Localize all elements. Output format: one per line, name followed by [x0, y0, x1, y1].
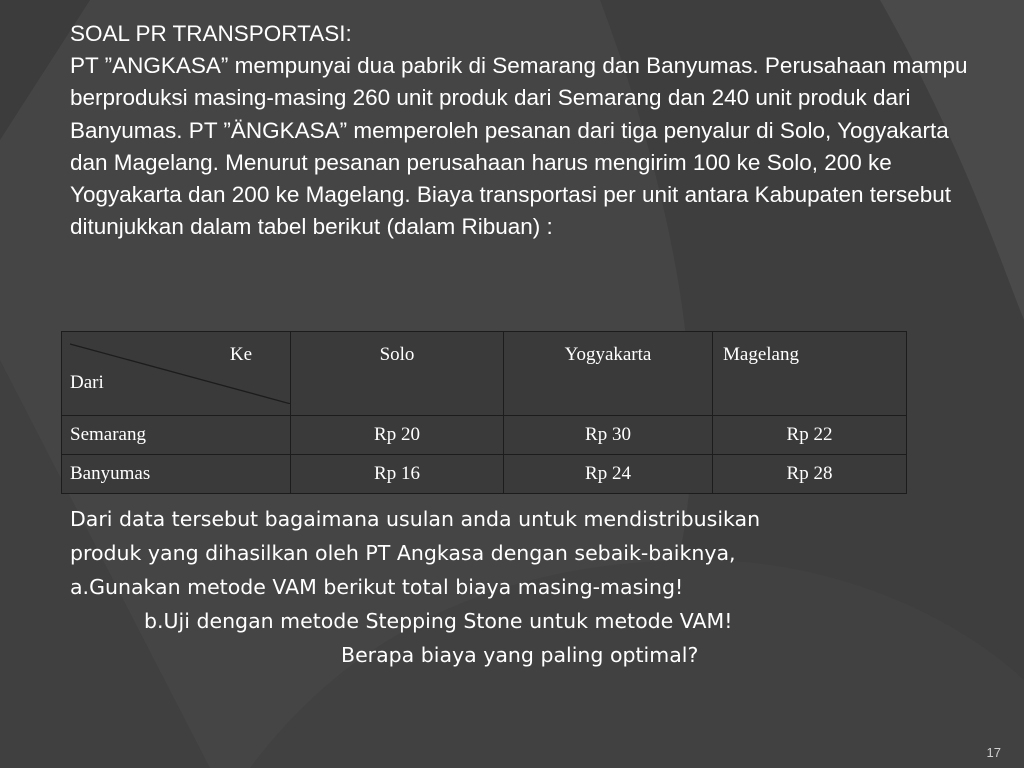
cost-cell: Rp 30: [504, 416, 713, 455]
column-header-yogyakarta: Yogyakarta: [504, 332, 713, 416]
column-header-magelang: Magelang: [713, 332, 907, 416]
table-row: [62, 416, 907, 455]
table-row: [62, 455, 907, 494]
cost-cell: Rp 28: [713, 455, 907, 494]
question-item-a: a.Gunakan metode VAM berikut total biaya masing-masing!: [70, 575, 684, 599]
question-line: produk yang dihasilkan oleh PT Angkasa dengan sebaik-baiknya,: [70, 541, 736, 565]
column-header-solo: Solo: [291, 332, 504, 416]
question-block: [70, 502, 760, 672]
transport-cost-table: [61, 331, 907, 494]
question-optimal: Berapa biaya yang paling optimal?: [341, 643, 699, 667]
cost-cell: Rp 22: [713, 416, 907, 455]
question-item-b: b.Uji dengan metode Stepping Stone untuk metode VAM!: [144, 609, 733, 633]
page-number: 17: [986, 745, 1001, 760]
corner-to-label: Ke: [229, 344, 252, 365]
slide-title: SOAL PR TRANSPORTASI:: [70, 21, 352, 46]
cost-cell: Rp 16: [291, 455, 504, 494]
corner-from-label: Dari: [70, 372, 104, 393]
row-label-semarang: Semarang: [62, 416, 291, 455]
table-corner-cell: [62, 332, 291, 416]
row-label-banyumas: Banyumas: [62, 455, 291, 494]
question-line: Dari data tersebut bagaimana usulan anda untuk mendistribusikan: [70, 507, 761, 531]
cost-cell: Rp 20: [291, 416, 504, 455]
problem-statement: PT ”ANGKASA” mempunyai dua pabrik di Semarang dan Banyumas. Perusahaan mampu berproduksi masing-masing 260 unit produk dari Semarang dan 240 unit produk dari Banyumas. PT ”ÄNGKASA” memperoleh pesanan dari tiga penyalur di Solo, Yogyakarta dan Magelang. Menurut pesanan perusahaan harus mengirim 100 ke Solo, 200 ke Yogyakarta dan 200 ke Magelang. Biaya transportasi per unit antara Kabupaten tersebut ditunjukkan dalam tabel berikut (dalam Ribuan) :: [70, 53, 968, 240]
cost-cell: Rp 24: [504, 455, 713, 494]
table-header-row: [62, 332, 907, 416]
